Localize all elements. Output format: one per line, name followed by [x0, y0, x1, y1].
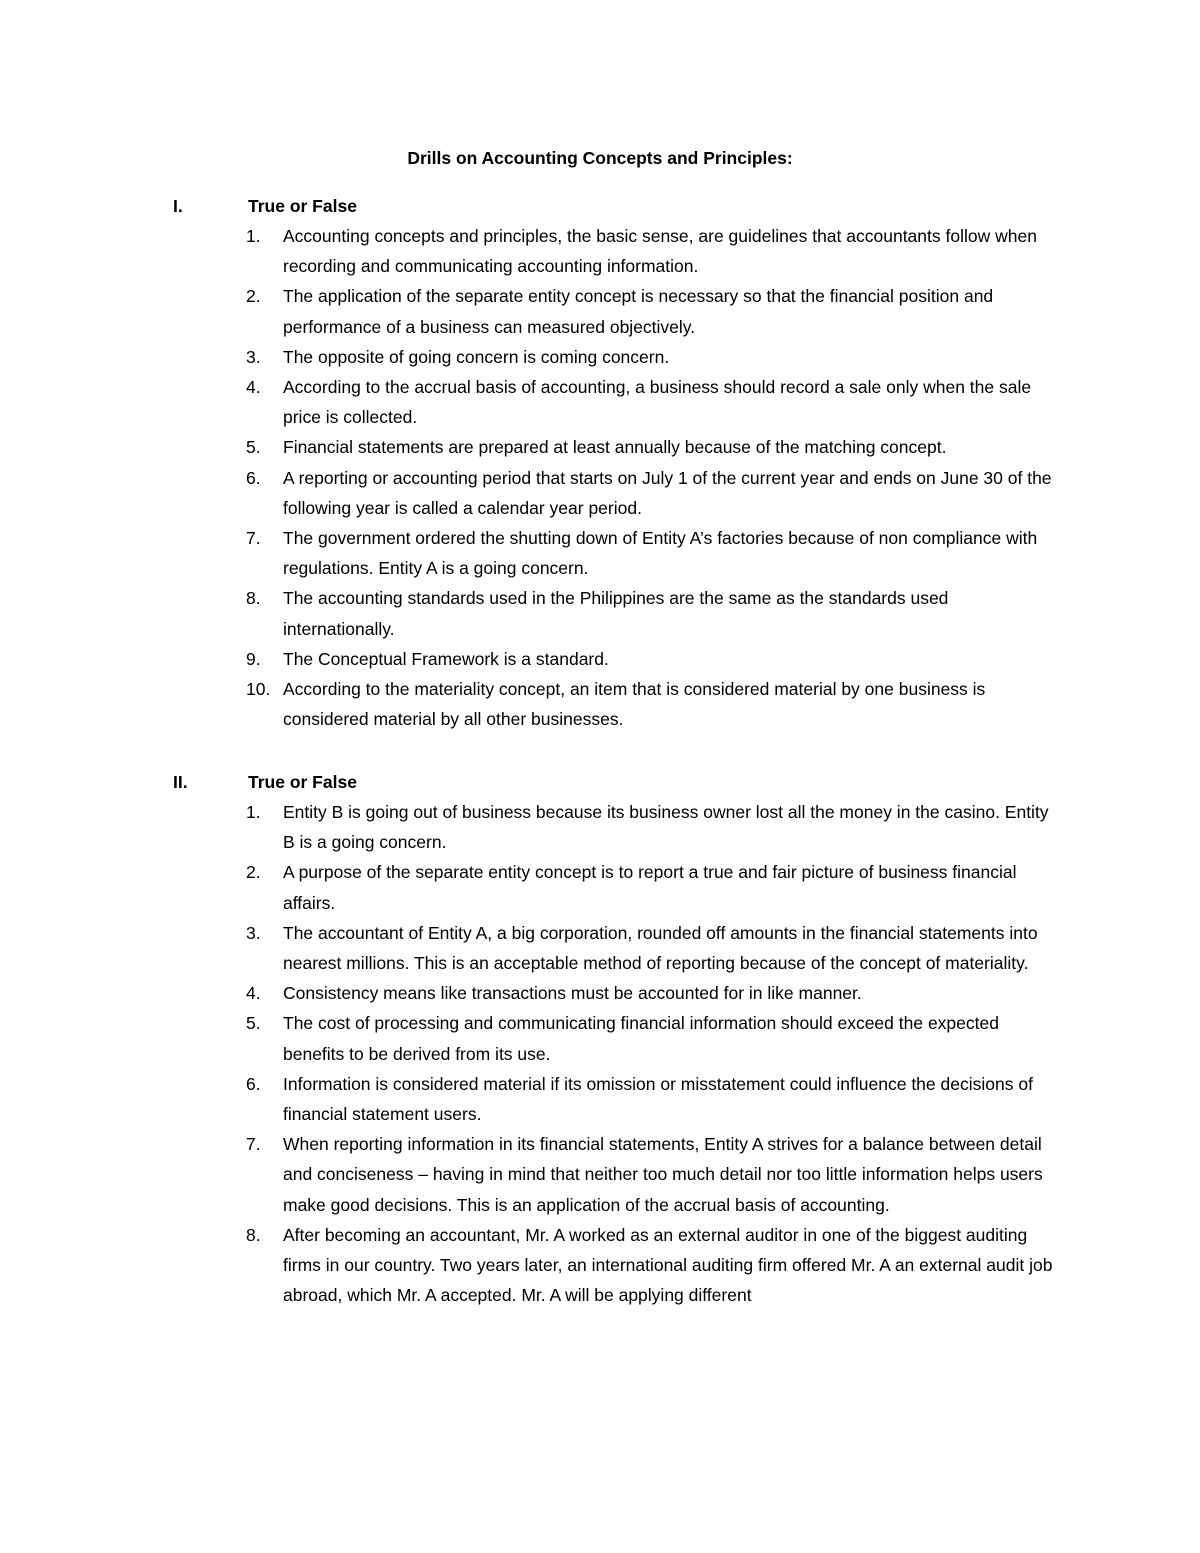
question-list — [0, 797, 1200, 1310]
question-text: When reporting information in its financial statements, Entity A strives for a balance between detail and conciseness – having in mind that neither too much detail nor too little information helps users make good decisions. This is an application of the accrual basis of accounting. — [283, 1134, 1043, 1215]
question-text: The opposite of going concern is coming concern. — [283, 346, 670, 367]
question-item — [0, 583, 1200, 643]
question-item — [0, 1069, 1200, 1129]
question-item — [0, 432, 1200, 462]
question-list — [0, 221, 1200, 734]
question-item — [0, 1008, 1200, 1068]
question-text: Accounting concepts and principles, the basic sense, are guidelines that accountants follow when recording and communicating accounting information. — [283, 226, 1037, 277]
section-numeral: I. — [173, 196, 183, 216]
question-text: The government ordered the shutting down of Entity A’s factories because of non compliance with regulations. Entity A is a going concern. — [283, 528, 1038, 579]
question-item — [0, 342, 1200, 372]
question-number: 7. — [246, 528, 261, 549]
section-2-heading — [0, 767, 1200, 797]
question-number: 7. — [246, 1134, 261, 1155]
question-number: 6. — [246, 1073, 261, 1094]
section-numeral: II. — [173, 772, 188, 792]
question-item — [0, 1129, 1200, 1220]
question-number: 5. — [246, 437, 261, 458]
question-item — [0, 857, 1200, 917]
question-item — [0, 797, 1200, 857]
question-text: The accountant of Entity A, a big corporation, rounded off amounts in the financial statements into nearest millions. This is an acceptable method of reporting because of the concept of materiality. — [283, 922, 1038, 974]
question-item — [0, 523, 1200, 583]
question-number: 4. — [246, 377, 261, 398]
question-text: Entity B is going out of business because its business owner lost all the money in the casino. Entity B is a going concern. — [283, 802, 1049, 853]
question-text: The cost of processing and communicating financial information should exceed the expected benefits to be derived from its use. — [283, 1013, 999, 1064]
question-item — [0, 221, 1200, 281]
question-text: After becoming an accountant, Mr. A worked as an external auditor in one of the biggest auditing firms in our country. Two years later, an international auditing firm offered Mr. A an external audit job abroad, which Mr. A accepted. Mr. A will be applying different — [283, 1224, 1053, 1306]
question-number: 5. — [246, 1013, 261, 1034]
section-title: True or False — [248, 772, 357, 792]
question-number: 3. — [246, 922, 261, 943]
question-item — [0, 463, 1200, 523]
question-item — [0, 918, 1200, 978]
question-item — [0, 674, 1200, 734]
question-number: 1. — [246, 802, 261, 822]
question-item — [0, 978, 1200, 1008]
question-text: Financial statements are prepared at least annually because of the matching concept. — [283, 437, 947, 458]
question-text: According to the accrual basis of accounting, a business should record a sale only when the sale price is collected. — [283, 377, 1032, 428]
section-2 — [0, 767, 1200, 1310]
question-text: According to the materiality concept, an item that is considered material by one business is considered material by all other businesses. — [283, 679, 986, 730]
question-text: The Conceptual Framework is a standard. — [283, 648, 609, 669]
question-text: The accounting standards used in the Philippines are the same as the standards used internationally. — [283, 588, 949, 639]
question-number: 2. — [246, 862, 261, 883]
question-text: Consistency means like transactions must be accounted for in like manner. — [283, 983, 862, 1004]
question-number: 4. — [246, 983, 261, 1004]
question-number: 9. — [246, 648, 261, 669]
question-item — [0, 281, 1200, 341]
question-number: 1. — [246, 226, 261, 246]
question-number: 3. — [246, 346, 261, 367]
question-text: A reporting or accounting period that starts on July 1 of the current year and ends on June 30 of the following year is called a calendar year period. — [283, 467, 1052, 518]
section-1 — [0, 191, 1200, 734]
question-item — [0, 644, 1200, 674]
document-title: Drills on Accounting Concepts and Principles: — [407, 148, 793, 168]
question-text: Information is considered material if its omission or misstatement could influence the decisions of financial statement users. — [283, 1073, 1033, 1125]
question-number: 6. — [246, 467, 261, 488]
question-text: A purpose of the separate entity concept is to report a true and fair picture of business financial affairs. — [283, 862, 1017, 913]
question-number: 8. — [246, 588, 261, 609]
section-title: True or False — [248, 196, 357, 216]
section-1-heading — [0, 191, 1200, 221]
question-number: 8. — [246, 1224, 261, 1245]
question-number: 10. — [246, 679, 271, 700]
question-text: The application of the separate entity concept is necessary so that the financial position and performance of a business can measured objectively. — [283, 286, 994, 337]
question-item — [0, 1220, 1200, 1311]
question-item — [0, 372, 1200, 432]
question-number: 2. — [246, 286, 261, 307]
